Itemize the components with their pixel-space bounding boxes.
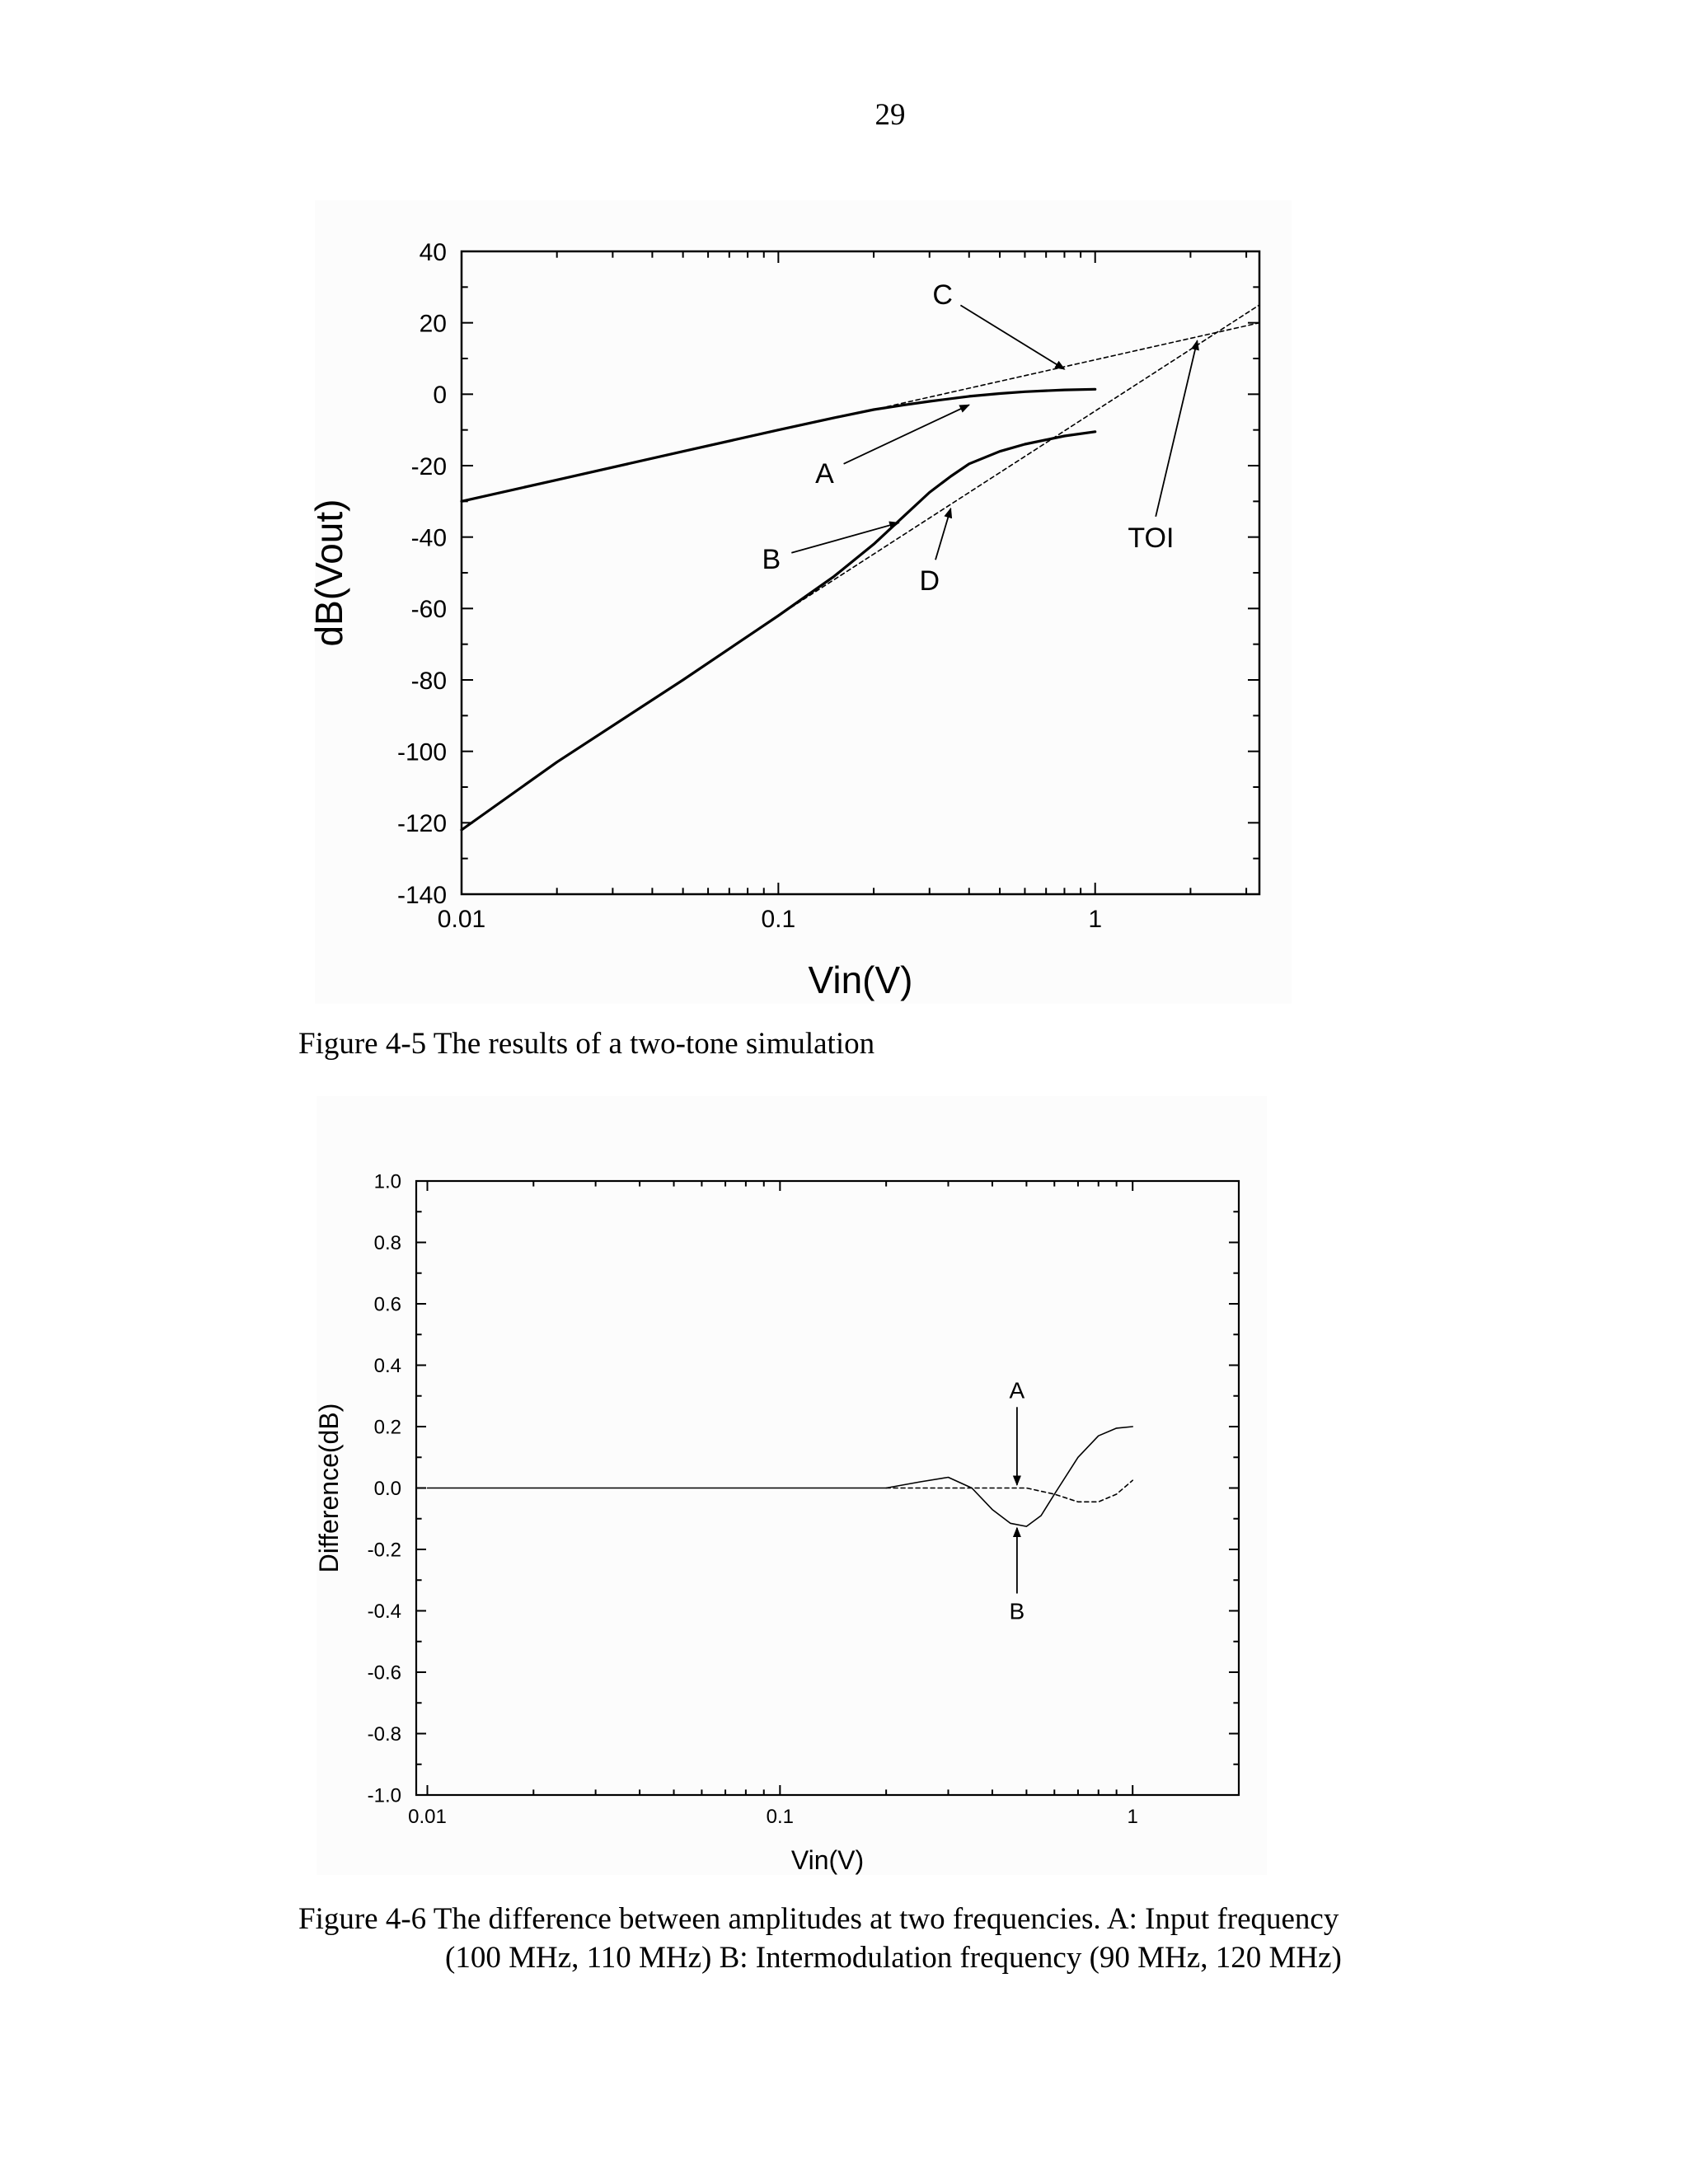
series-line-3 bbox=[887, 323, 1259, 407]
y-tick-label: -0.4 bbox=[367, 1601, 401, 1624]
y-tick-label: 0 bbox=[433, 382, 447, 410]
x-axis-title: Vin(V) bbox=[790, 1845, 865, 1875]
y-tick-label: 1.0 bbox=[373, 1170, 401, 1193]
y-tick-label: -140 bbox=[396, 881, 447, 909]
y-tick-label: 0.4 bbox=[373, 1355, 401, 1378]
annotation-label-toi: TOI bbox=[1128, 522, 1175, 554]
y-tick-label: -20 bbox=[410, 452, 447, 480]
series-line-1 bbox=[462, 389, 1095, 501]
y-tick-label: -40 bbox=[410, 524, 447, 552]
annotation-arrow-d bbox=[935, 509, 951, 560]
amplitude-difference-chart bbox=[314, 1171, 1239, 1875]
page-number: 29 bbox=[874, 98, 906, 132]
annotation-label-c: C bbox=[932, 279, 953, 312]
annotation-label-b: B bbox=[762, 543, 781, 575]
y-tick-label: 0.2 bbox=[373, 1416, 401, 1439]
x-tick-label: 1 bbox=[1127, 1806, 1138, 1828]
x-tick-label: 0.01 bbox=[408, 1806, 447, 1828]
annotation-label-d: D bbox=[919, 565, 940, 597]
y-tick-label: 20 bbox=[419, 310, 447, 338]
x-tick-label: 0.1 bbox=[761, 906, 796, 933]
figure-4-6-caption-line1: Figure 4-6 The difference between amplitudes at two frequencies. A: Input frequency bbox=[298, 1902, 1339, 1936]
y-axis-title: Difference(dB) bbox=[314, 1403, 344, 1573]
y-tick-label: -100 bbox=[396, 738, 447, 766]
y-tick-label: 0.0 bbox=[373, 1478, 401, 1501]
figure-4-5-caption: Figure 4-5 The results of a two-tone simulation bbox=[298, 1027, 875, 1061]
series-line-2 bbox=[462, 432, 1095, 830]
two-tone-simulation-chart bbox=[307, 239, 1259, 1001]
annotation-label-b: B bbox=[1009, 1598, 1025, 1624]
annotation-arrow-a bbox=[844, 405, 969, 464]
y-tick-label: -0.2 bbox=[367, 1539, 401, 1562]
series-line-1 bbox=[428, 1427, 1133, 1526]
y-axis-title: dB(Vout) bbox=[307, 499, 350, 647]
annotation-label-a: A bbox=[1009, 1377, 1025, 1404]
plot-frame bbox=[462, 251, 1259, 894]
y-tick-label: -1.0 bbox=[367, 1784, 401, 1807]
y-tick-label: -80 bbox=[410, 667, 447, 695]
annotation-arrow-c bbox=[960, 305, 1064, 369]
y-tick-label: 0.8 bbox=[373, 1232, 401, 1255]
x-axis-title: Vin(V) bbox=[808, 958, 913, 1001]
annotation-arrow-toi bbox=[1156, 340, 1197, 517]
series-line-2 bbox=[886, 1480, 1132, 1502]
x-tick-label: 0.01 bbox=[437, 906, 486, 933]
x-tick-label: 0.1 bbox=[766, 1806, 795, 1828]
annotation-arrow-b bbox=[791, 523, 898, 553]
y-tick-label: -0.8 bbox=[367, 1723, 401, 1746]
y-tick-label: -0.6 bbox=[367, 1661, 401, 1685]
y-tick-label: 40 bbox=[419, 238, 447, 266]
y-tick-label: 0.6 bbox=[373, 1293, 401, 1316]
figure-4-6-caption-line2: (100 MHz, 110 MHz) B: Intermodulation frequency (90 MHz, 120 MHz) bbox=[445, 1941, 1342, 1975]
annotation-label-a: A bbox=[815, 457, 834, 490]
y-tick-label: -60 bbox=[410, 596, 447, 624]
x-tick-label: 1 bbox=[1088, 906, 1103, 933]
y-tick-label: -120 bbox=[396, 810, 447, 838]
